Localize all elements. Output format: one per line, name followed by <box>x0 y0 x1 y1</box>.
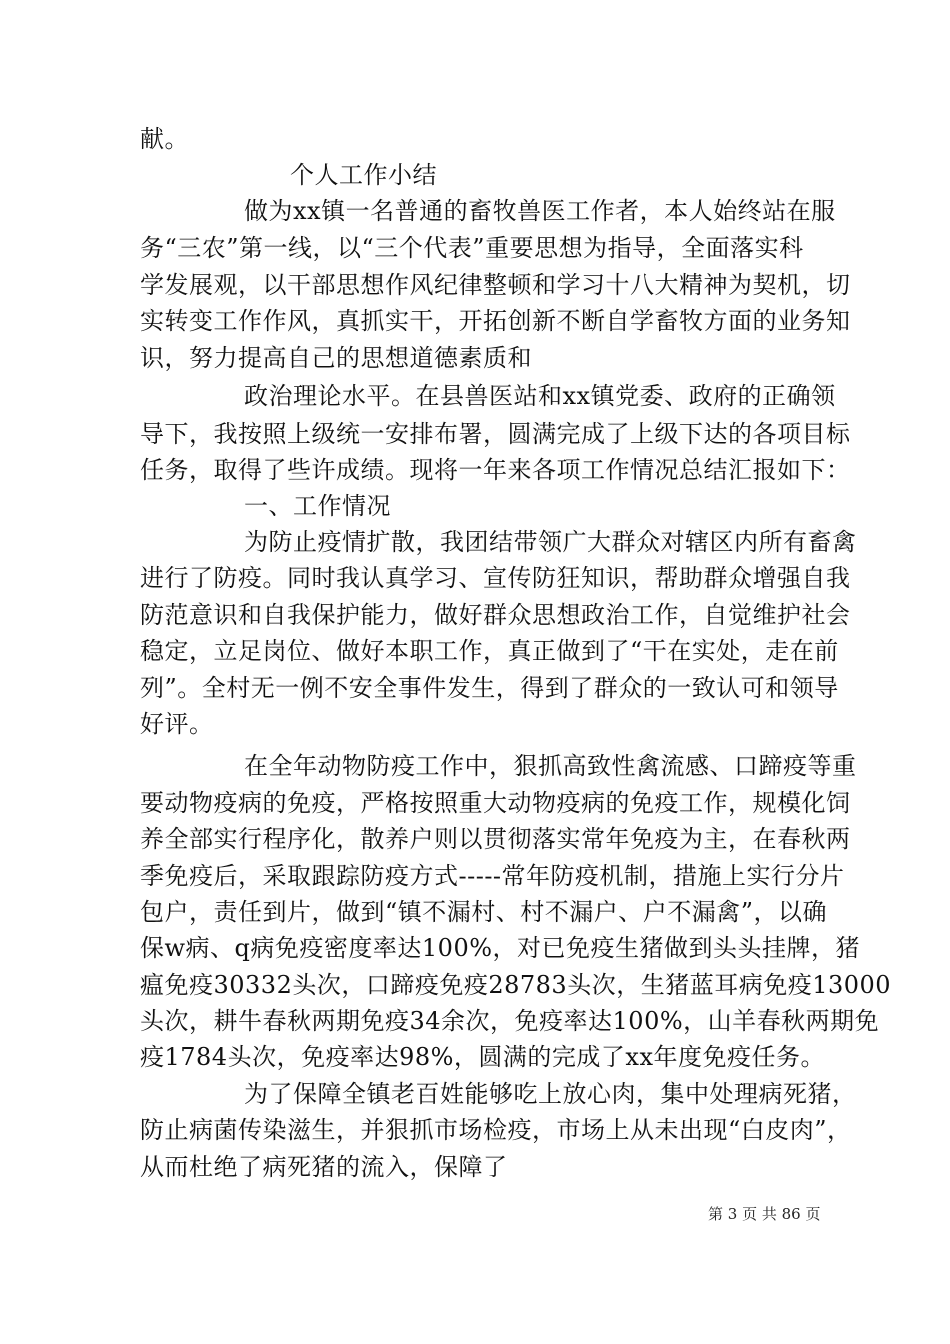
text-line: 任务，取得了些许成绩。现将一年来各项工作情况总结汇报如下： <box>140 456 851 484</box>
page-number-footer: 第 3 页 共 86 页 <box>708 1205 821 1223</box>
text-line: 头次，耕牛春秋两期免疫34余次，免疫率达100%，山羊春秋两期免 <box>140 1007 880 1035</box>
text-line: 实转变工作作风，真抓实干，开拓创新不断自学畜牧方面的业务知 <box>140 307 851 335</box>
text-line: 疫1784头次，免疫率达98%，圆满的完成了xx年度免疫任务。 <box>140 1043 825 1071</box>
text-line: 在全年动物防疫工作中，狠抓高致性禽流感、口蹄疫等重 <box>244 752 857 780</box>
text-line: 政治理论水平。在县兽医站和xx镇党委、政府的正确领 <box>244 382 836 410</box>
text-line: 识，努力提高自己的思想道德素质和 <box>140 344 532 372</box>
section-heading: 一、工作情况 <box>244 492 391 520</box>
text-line: 包户，责任到片，做到“镇不漏村、村不漏户、户不漏禽”，以确 <box>140 898 828 926</box>
text-line: 务“三农”第一线，以“三个代表”重要思想为指导，全面落实科 <box>140 234 804 262</box>
text-line: 列”。全村无一例不安全事件发生，得到了群众的一致认可和领导 <box>140 674 839 702</box>
text-line: 防范意识和自我保护能力，做好群众思想政治工作，自觉维护社会 <box>140 601 851 629</box>
text-line: 稳定，立足岗位、做好本职工作，真正做到了“干在实处，走在前 <box>140 637 839 665</box>
text-line: 防止病菌传染滋生，并狠抓市场检疫，市场上从未出现“白皮肉”， <box>140 1116 852 1144</box>
text-line: 从而杜绝了病死猪的流入，保障了 <box>140 1153 508 1181</box>
text-line: 保w病、q病免疫密度率达100%，对已免疫生猪做到头头挂牌，猪 <box>140 934 861 962</box>
text-line: 为了保障全镇老百姓能够吃上放心肉，集中处理病死猪， <box>244 1080 857 1108</box>
section-title: 个人工作小结 <box>290 161 437 189</box>
text-line: 为防止疫情扩散，我团结带领广大群众对辖区内所有畜禽 <box>244 528 857 556</box>
text-line: 要动物疫病的免疫，严格按照重大动物疫病的免疫工作，规模化饲 <box>140 789 851 817</box>
text-line: 进行了防疫。同时我认真学习、宣传防狂知识，帮助群众增强自我 <box>140 564 851 592</box>
text-line: 学发展观，以干部思想作风纪律整顿和学习十八大精神为契机，切 <box>140 271 851 299</box>
text-line: 瘟免疫30332头次，口蹄疫免疫28783头次，生猪蓝耳病免疫13000 <box>140 971 892 999</box>
text-line: 导下，我按照上级统一安排布署，圆满完成了上级下达的各项目标 <box>140 420 851 448</box>
text-line: 季免疫后，采取跟踪防疫方式-----常年防疫机制，措施上实行分片 <box>140 862 845 890</box>
text-line: 好评。 <box>140 710 214 738</box>
text-line: 做为xx镇一名普通的畜牧兽医工作者，本人始终站在服 <box>244 197 836 225</box>
text-line: 养全部实行程序化，散养户则以贯彻落实常年免疫为主，在春秋两 <box>140 825 851 853</box>
text-line: 献。 <box>140 125 189 153</box>
